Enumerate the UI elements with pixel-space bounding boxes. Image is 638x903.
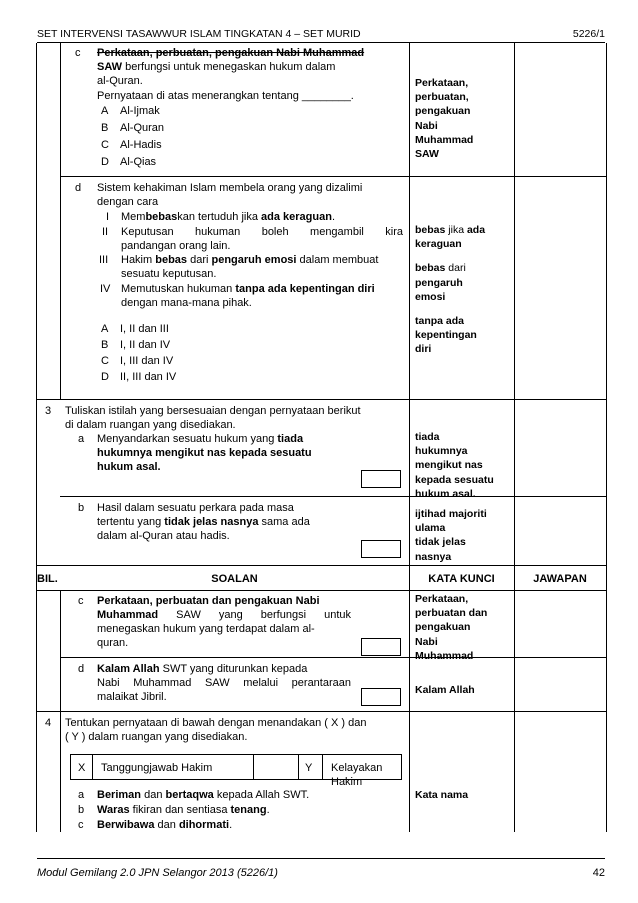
keyword-text: tiada hukumnya mengikut nas kepada sesuatu hukum asal. <box>415 431 494 500</box>
question-text: tertentu yang tidak jelas nasnya sama ada <box>97 516 310 528</box>
question-text: Muhammad SAW yang berfungsi untuk <box>97 609 351 621</box>
question-text: Tuliskan istilah yang bersesuaian dengan pernyataan berikut <box>65 405 361 417</box>
question-text: ( Y ) dalam ruangan yang disediakan. <box>65 731 248 743</box>
keyword-text: bebas jika ada keraguan bebas dari pengaruh emosi tanpa ada kepentingan diri <box>415 224 486 356</box>
question-text: Menyandarkan sesuatu hukum yang tiada <box>97 433 304 445</box>
answer-box[interactable] <box>361 688 401 706</box>
statement-text: Membebaskan tertuduh jika ada keraguan. <box>121 211 336 223</box>
header-rule <box>37 42 605 43</box>
statement-number: III <box>99 254 109 266</box>
legend-divider <box>298 755 299 779</box>
footer-rule <box>37 858 605 859</box>
option-item: B Al-Quran <box>101 122 165 134</box>
question-text: Sistem kehakiman Islam membela orang yang dizalimi <box>97 182 363 194</box>
header-soalan: SOALAN <box>211 573 258 585</box>
question-letter: d <box>78 663 85 675</box>
question-text: dalam al-Quran atau hadis. <box>97 530 230 542</box>
row-divider <box>36 565 606 566</box>
question-text: Kalam Allah SWT yang diturunkan kepada <box>97 663 308 675</box>
statement-text: Keputusan hukuman boleh mengambil kira <box>121 226 403 238</box>
answer-box[interactable] <box>361 540 401 558</box>
answer-box[interactable] <box>361 638 401 656</box>
col-divider-bil <box>60 43 61 399</box>
question-number: 4 <box>45 717 52 729</box>
option-item: C I, III dan IV <box>101 355 174 367</box>
legend-y-label: Y <box>305 762 313 774</box>
option-item: B I, II dan IV <box>101 339 171 351</box>
option-item: A I, II dan III <box>101 323 169 335</box>
statement-number: II <box>102 226 109 238</box>
question-text: di dalam ruangan yang disediakan. <box>65 419 236 431</box>
question-text: hukum asal. <box>97 461 161 473</box>
legend-table <box>70 754 402 789</box>
question-number: 3 <box>45 405 52 417</box>
statement-text: Berwibawa dan dihormati. <box>97 819 233 831</box>
question-text: Perkataan, perbuatan dan pengakuan Nabi <box>97 595 320 607</box>
statement-number: IV <box>100 283 111 295</box>
question-text: dengan cara <box>97 196 159 208</box>
question-text: SAW berfungsi untuk menegaskan hukum dalam <box>97 61 336 73</box>
row-divider <box>60 496 606 497</box>
statement-text: Hakim bebas dari pengaruh emosi dalam membuat <box>121 254 379 266</box>
question-text: Nabi Muhammad SAW melalui perantaraan <box>97 677 351 689</box>
page-header <box>37 27 605 43</box>
question-letter: a <box>78 789 85 801</box>
keyword-text: Kata nama <box>415 789 469 801</box>
keyword-text: ijtihad majoriti ulama tidak jelas nasnya <box>415 508 487 563</box>
option-item: D II, III dan IV <box>101 371 177 383</box>
row-divider <box>60 657 606 658</box>
answer-box[interactable] <box>361 470 401 488</box>
row-divider <box>60 176 606 177</box>
question-text: al-Quran. <box>97 75 143 87</box>
question-letter: d <box>75 182 82 194</box>
legend-y-text: Kelayakan Hakim <box>331 762 383 789</box>
question-text: Perkataan, perbuatan, pengakuan Nabi Muhammad <box>97 47 365 59</box>
header-bil: BIL. <box>37 573 58 585</box>
col-divider-answer <box>514 43 515 832</box>
question-letter: a <box>78 433 85 445</box>
question-letter: c <box>78 819 84 831</box>
header-code: 5226/1 <box>572 28 605 40</box>
legend-x-text: Tanggungjawab Hakim <box>101 762 213 774</box>
question-text: Tentukan pernyataan di bawah dengan menandakan ( X ) dan <box>65 717 367 729</box>
option-item: C Al-Hadis <box>101 139 162 151</box>
option-item: A Al-Ijmak <box>101 105 160 117</box>
header-jawapan: JAWAPAN <box>533 573 587 585</box>
question-letter: b <box>78 804 85 816</box>
question-text: menegaskan hukum yang terdapat dalam al- <box>97 623 315 635</box>
keyword-text: Perkataan, perbuatan dan pengakuan Nabi Muhammad <box>415 593 488 662</box>
keyword-text: Perkataan, perbuatan, pengakuan Nabi Muhammad SAW <box>415 77 474 160</box>
question-text: Hasil dalam sesuatu perkara pada masa <box>97 502 294 514</box>
header-title: SET INTERVENSI TASAWWUR ISLAM TINGKATAN 4 – SET MURID <box>37 28 361 40</box>
legend-divider <box>92 755 93 779</box>
statement-text: dengan mana-mana pihak. <box>121 297 252 309</box>
question-letter: c <box>75 47 81 59</box>
option-list <box>101 321 176 385</box>
row-divider <box>36 590 606 591</box>
question-text: hukumnya mengikut nas kepada sesuatu <box>97 447 312 459</box>
statement-text: Memutuskan hukuman tanpa ada kepentingan diri <box>121 283 375 295</box>
question-letter: b <box>78 502 85 514</box>
footer-text: Modul Gemilang 2.0 JPN Selangor 2013 (5226/1) <box>37 867 278 879</box>
legend-divider <box>322 755 323 779</box>
page-number: 42 <box>592 867 605 879</box>
statement-text: Waras fikiran dan sentiasa tenang. <box>97 804 270 816</box>
statement-text: sesuatu keputusan. <box>121 268 217 280</box>
question-text: malaikat Jibril. <box>97 691 167 703</box>
keyword-text: Kalam Allah <box>415 684 475 696</box>
statement-text: pandangan orang lain. <box>121 240 231 252</box>
legend-divider <box>253 755 254 779</box>
statement-text: Beriman dan bertaqwa kepada Allah SWT. <box>97 789 310 801</box>
question-text: quran. <box>97 637 129 649</box>
table-border-left <box>36 43 37 832</box>
col-divider-keyword <box>409 43 410 832</box>
option-item: D Al-Qias <box>101 156 157 168</box>
row-divider <box>36 399 606 400</box>
legend-x-label: X <box>78 762 86 774</box>
table-border-right <box>606 43 607 832</box>
question-letter: c <box>78 595 84 607</box>
option-list <box>101 103 164 171</box>
header-kata-kunci: KATA KUNCI <box>428 573 495 585</box>
page-footer <box>37 866 605 880</box>
row-divider <box>36 711 606 712</box>
question-text: Pernyataan di atas menerangkan tentang ________. <box>97 90 354 102</box>
statement-number: I <box>106 211 110 223</box>
